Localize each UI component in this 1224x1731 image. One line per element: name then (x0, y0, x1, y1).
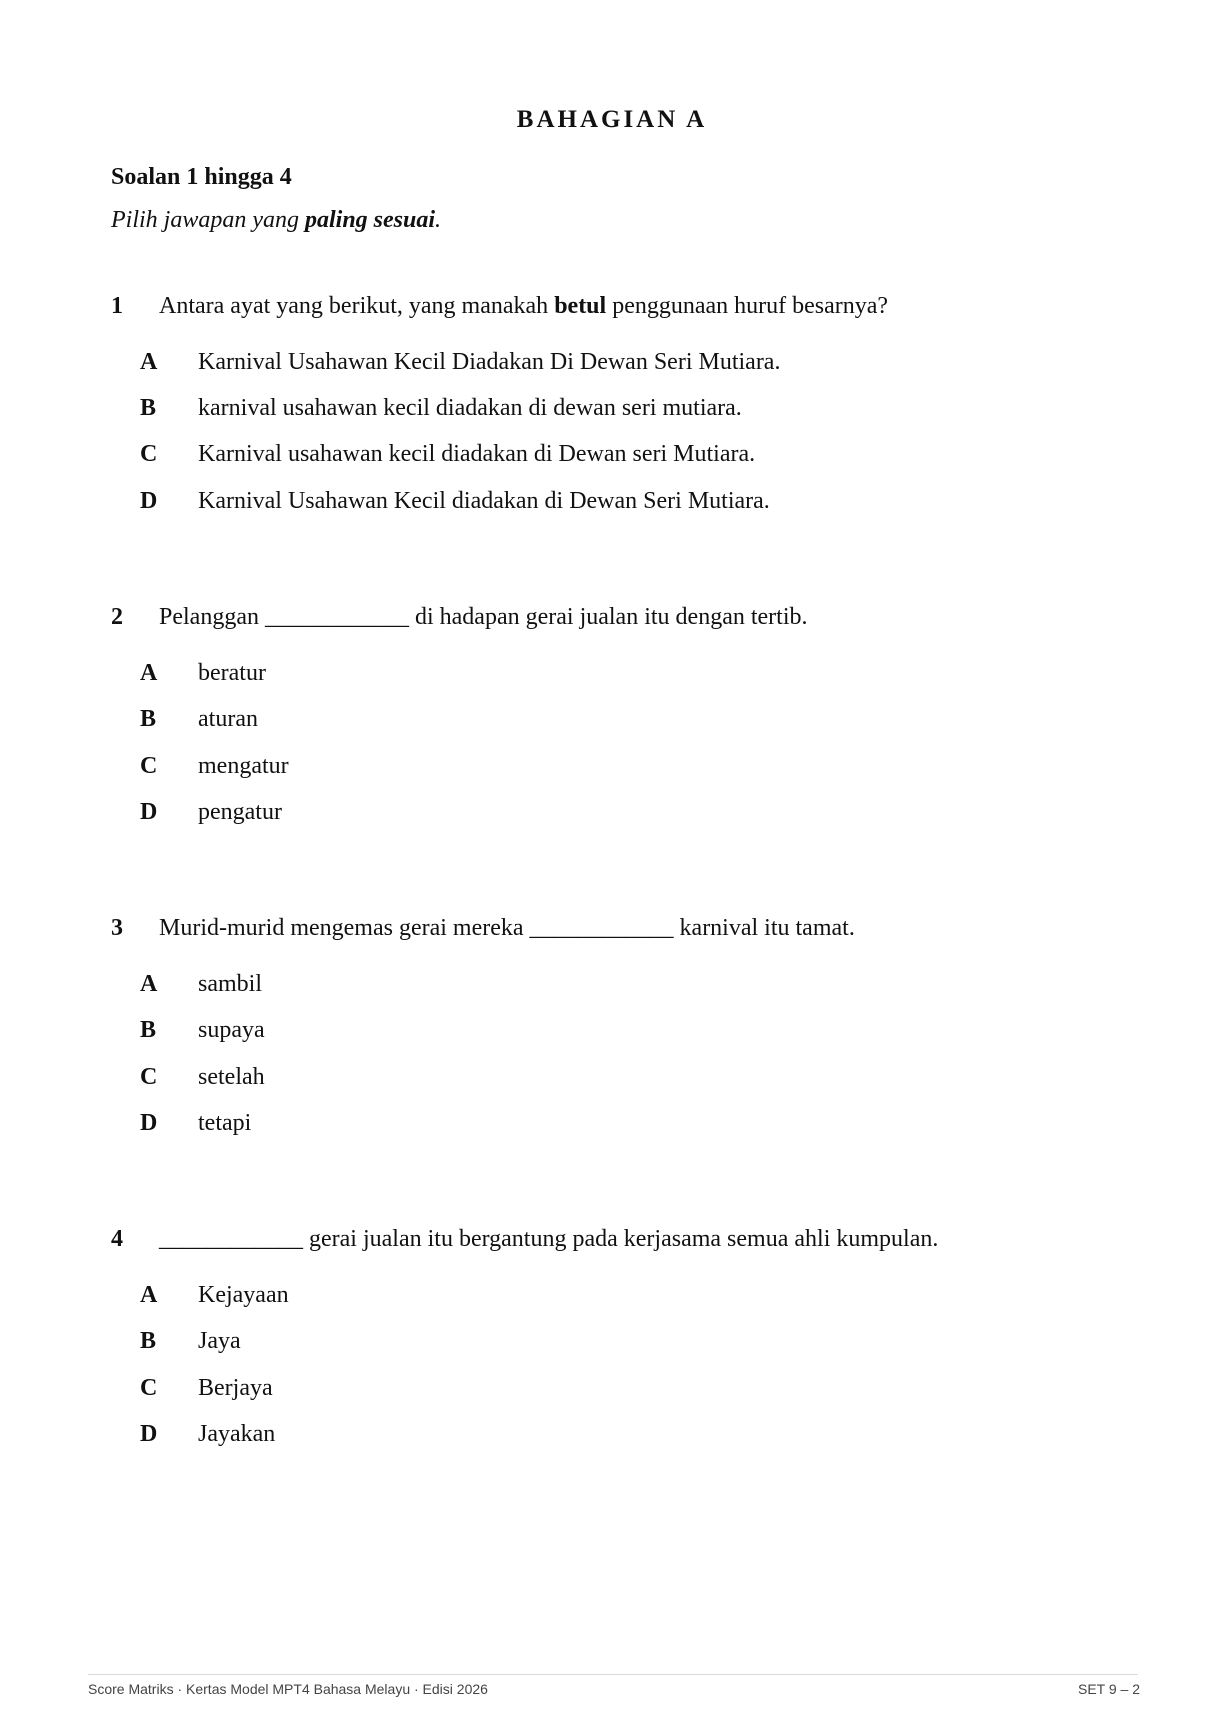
option-text: tetapi (198, 1110, 252, 1136)
option-text: Jayakan (198, 1421, 276, 1447)
question-stem-start: Antara ayat yang berikut, yang manakah (159, 293, 555, 319)
question-number: 4 (111, 1226, 123, 1252)
instructions-line-start: Pilih jawapan yang (111, 207, 305, 233)
instructions-line-end: . (435, 207, 442, 233)
option-letter: D (140, 1110, 158, 1136)
option-text: supaya (198, 1017, 265, 1043)
option-text: Berjaya (198, 1375, 273, 1401)
instructions-heading: Soalan 1 hingga 4 (111, 164, 292, 190)
question-number: 1 (111, 293, 123, 319)
option-text: karnival usahawan kecil diadakan di dewan seri mutiara. (198, 395, 742, 421)
question-stem: ____________ gerai jualan itu bergantung pada kerjasama semua ahli kumpulan. (159, 1226, 939, 1252)
option-text: setelah (198, 1064, 265, 1090)
option-text: mengatur (198, 753, 289, 779)
question-number: 2 (111, 604, 123, 630)
option-letter: A (140, 1282, 158, 1308)
option-letter: C (140, 753, 158, 779)
option-letter: A (140, 660, 158, 686)
option-letter: B (140, 1328, 157, 1354)
option-letter: A (140, 349, 158, 375)
option-letter: A (140, 971, 158, 997)
section-title: BAHAGIAN A (516, 106, 708, 133)
footer-publication: Score Matriks · Kertas Model MPT4 Bahasa Melayu · Edisi 2026 (88, 1681, 488, 1697)
question-stem-end: penggunaan huruf besarnya? (606, 293, 889, 319)
question-stem: Murid-murid mengemas gerai mereka ____________ karnival itu tamat. (159, 915, 855, 941)
instructions-line (111, 207, 441, 234)
question-number: 3 (111, 915, 123, 941)
option-letter: D (140, 1421, 158, 1447)
footer-page-number: SET 9 – 2 (1077, 1681, 1140, 1697)
option-text: Jaya (198, 1328, 241, 1354)
option-text: beratur (198, 660, 266, 686)
footer-divider (88, 1674, 1138, 1675)
option-letter: B (140, 1017, 157, 1043)
question-stem: Pelanggan ____________ di hadapan gerai jualan itu dengan tertib. (159, 604, 808, 630)
option-letter: D (140, 799, 158, 825)
option-letter: C (140, 441, 158, 467)
instructions-line-emphasis: paling sesuai (305, 207, 436, 233)
option-text: Karnival Usahawan Kecil Diadakan Di Dewan Seri Mutiara. (198, 349, 781, 375)
option-text: Karnival usahawan kecil diadakan di Dewan seri Mutiara. (198, 441, 756, 467)
option-text: Karnival Usahawan Kecil diadakan di Dewan Seri Mutiara. (198, 488, 770, 514)
option-letter: B (140, 395, 157, 421)
option-letter: C (140, 1064, 158, 1090)
question-stem (159, 293, 888, 320)
option-letter: B (140, 706, 157, 732)
option-text: Kejayaan (198, 1282, 289, 1308)
option-letter: C (140, 1375, 158, 1401)
question-stem-emphasis: betul (554, 293, 607, 319)
option-text: sambil (198, 971, 262, 997)
option-letter: D (140, 488, 158, 514)
option-text: pengatur (198, 799, 282, 825)
option-text: aturan (198, 706, 258, 732)
